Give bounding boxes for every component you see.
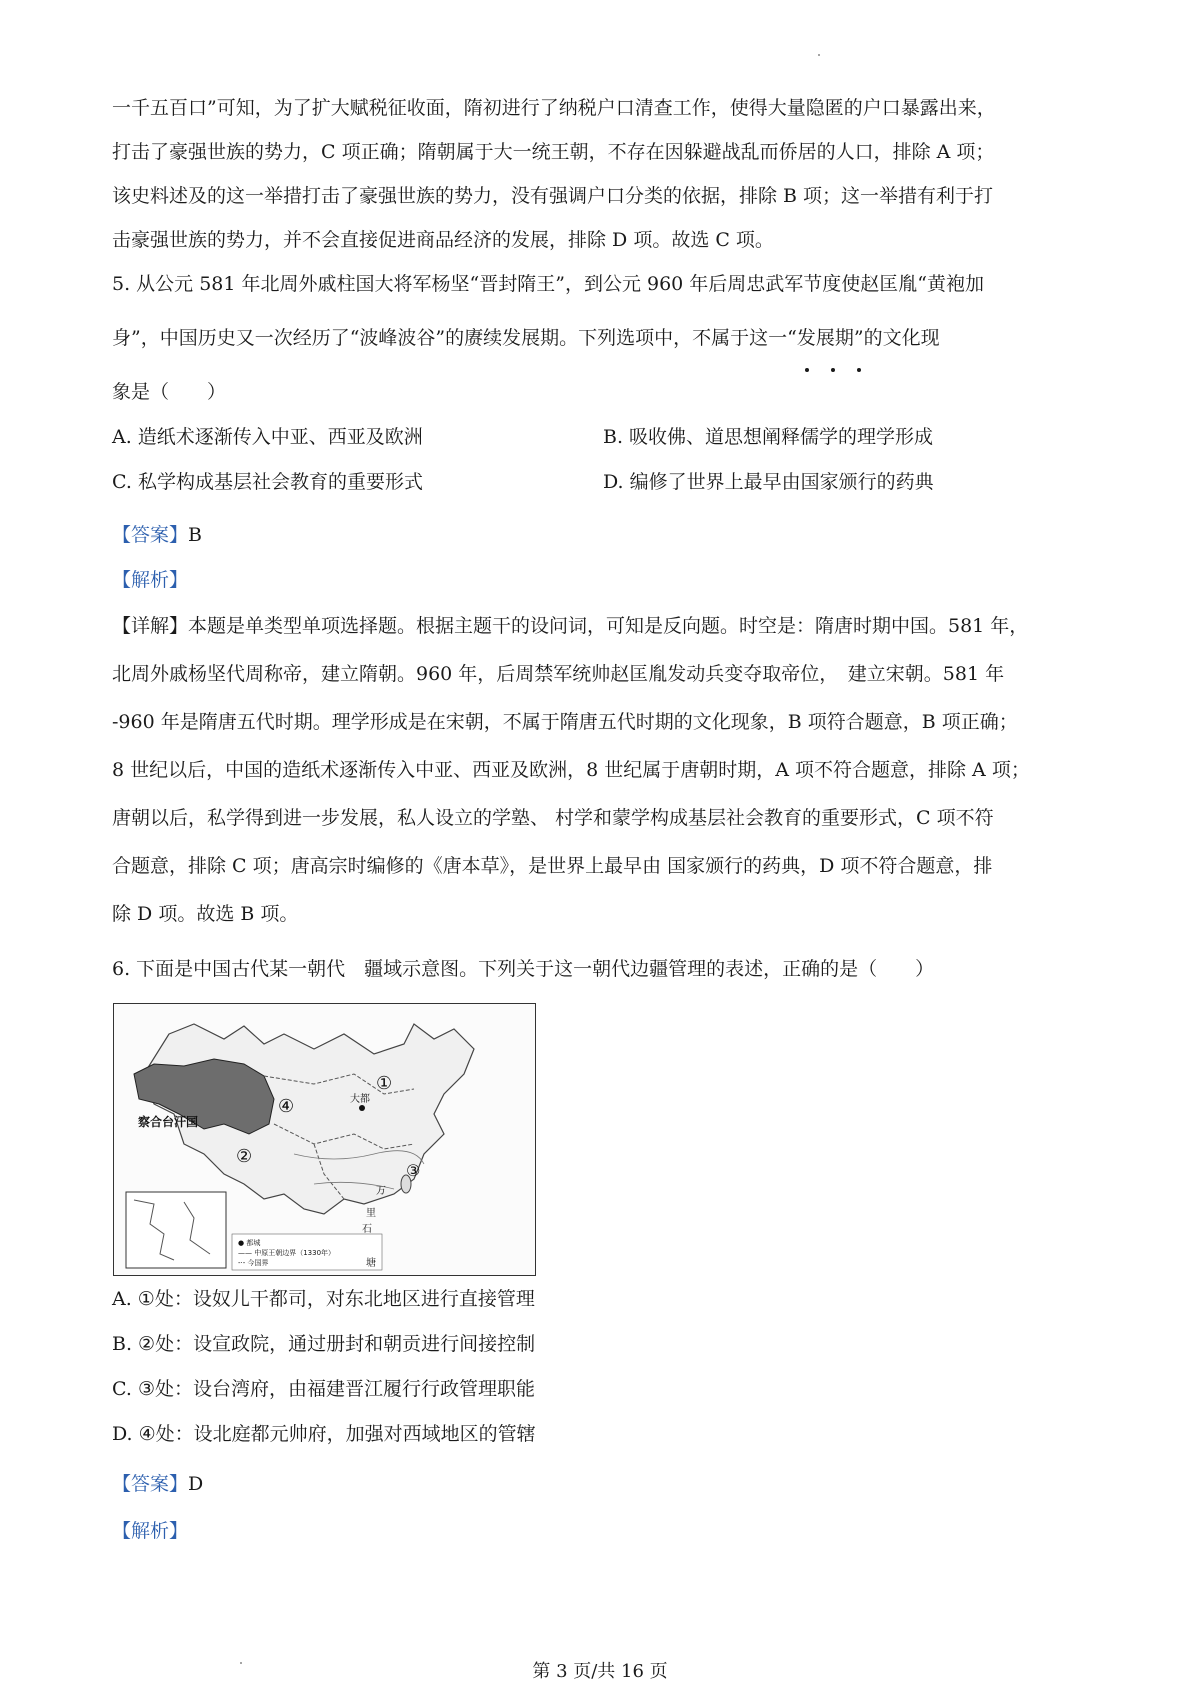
q5-option-b: B. 吸收佛、道思想阐释儒学的理学形成 [603,426,934,448]
q5-answer [112,521,202,549]
q6-option-d: D. ④处：设北庭都元帅府，加强对西域地区的管辖 [112,1423,536,1445]
q5-option-a: A. 造纸术逐渐传入中亚、西亚及欧洲 [112,426,423,448]
scan-speck [818,54,820,56]
analysis-line-4: 击豪强世族的势力，并不会直接促进商品经济的发展，排除 D 项。故选 C 项。 [112,229,774,251]
answer-value: D [188,1473,204,1495]
q5-detail-line-6: 合题意，排除 C 项；唐高宗时编修的《唐本草》，是世界上最早由 国家颁行的药典，D 项不符合题意，排 [112,855,993,877]
tang-label: 塘 [366,1258,376,1269]
q5-detail-line-1: 【详解】本题是单类型单项选择题。根据主题干的设问词，可知是反向题。时空是：隋唐时期中国。581 年， [112,615,1029,637]
marker-4: ④ [278,1096,295,1117]
li-label: 里 [366,1208,376,1219]
scan-speck [240,1662,242,1664]
territory-map [113,1003,536,1276]
marker-1: ① [376,1073,393,1094]
page-footer: 第 3 页/共 16 页 [532,1661,668,1682]
region-label: 察合台汗国 [138,1115,199,1129]
q5-stem-line-3: 象是（ ） [112,381,227,403]
analysis-line-1: 一千五百口”可知，为了扩大赋税征收面，隋初进行了纳税户口清查工作，使得大量隐匿的户口暴露出来， [112,97,996,119]
emphasis-dots [805,355,885,365]
q6-stem: 6. 下面是中国古代某一朝代 疆域示意图。下列关于这一朝代边疆管理的表述，正确的是（ ） [112,958,935,980]
q6-option-b: B. ②处：设宣政院，通过册封和朝贡进行间接控制 [112,1333,536,1355]
q5-stem-line-1: 5. 从公元 581 年北周外戚柱国大将军杨坚“晋封隋王”，到公元 960 年后周忠武军节度使赵匡胤“黄袍加 [112,273,984,295]
q5-detail-line-5: 唐朝以后，私学得到进一步发展，私人设立的学塾、 村学和蒙学构成基层社会教育的重要形式，C 项不符 [112,807,994,829]
shi-label: 石 [362,1224,372,1235]
marker-2: ② [236,1146,253,1167]
q6-answer [112,1470,203,1498]
q6-option-c: C. ③处：设台湾府，由福建晋江履行行政管理职能 [112,1378,535,1400]
analysis-line-2: 打击了豪强世族的势力，C 项正确；隋朝属于大一统王朝，不存在因躲避战乱而侨居的人口，排除 A 项； [112,141,995,163]
q6-option-a: A. ①处：设奴儿干都司，对东北地区进行直接管理 [112,1288,535,1310]
inset-frame [126,1192,226,1268]
answer-tag: 【答案】 [112,1473,189,1495]
legend-boundary: —— 中原王朝边界（1330年） [238,1249,336,1257]
q5-option-c: C. 私学构成基层社会教育的重要形式 [112,471,423,493]
legend-capital: ● 都城 [238,1239,261,1247]
q5-detail-line-2: 北周外戚杨坚代周称帝，建立隋朝。960 年，后周禁军统帅赵匡胤发动兵变夺取帝位， 建立宋朝。581 年 [112,663,1005,685]
analysis-line-3: 该史料述及的这一举措打击了豪强世族的势力，没有强调户口分类的依据，排除 B 项；这一举措有利于打 [112,185,994,207]
q5-detail-line-4: 8 世纪以后，中国的造纸术逐渐传入中亚、西亚及欧洲，8 世纪属于唐朝时期，A 项不符合题意，排除 A 项； [112,759,1030,781]
legend-national: -·- 今国界 [238,1259,269,1267]
q5-stem-line-2: 身”，中国历史又一次经历了“波峰波谷”的赓续发展期。下列选项中，不属于这一“发展期”的文化现 [112,327,940,349]
capital-dot [359,1105,365,1111]
territory-map-graphic [114,1004,535,1275]
q5-analysis-tag: 【解析】 [112,569,189,591]
answer-tag: 【答案】 [112,524,189,546]
q5-detail-line-3: -960 年是隋唐五代时期。理学形成是在宋朝，不属于隋唐五代时期的文化现象，B 项符合题意，B 项正确； [112,711,1018,733]
q6-analysis-tag: 【解析】 [112,1520,189,1542]
marker-3: ③ [406,1161,421,1180]
wan-label: 万 [376,1186,386,1197]
answer-value: B [188,524,202,546]
capital-label: 大都 [350,1094,370,1105]
q5-option-d: D. 编修了世界上最早由国家颁行的药典 [603,471,934,493]
q5-detail-line-7: 除 D 项。故选 B 项。 [112,903,299,925]
